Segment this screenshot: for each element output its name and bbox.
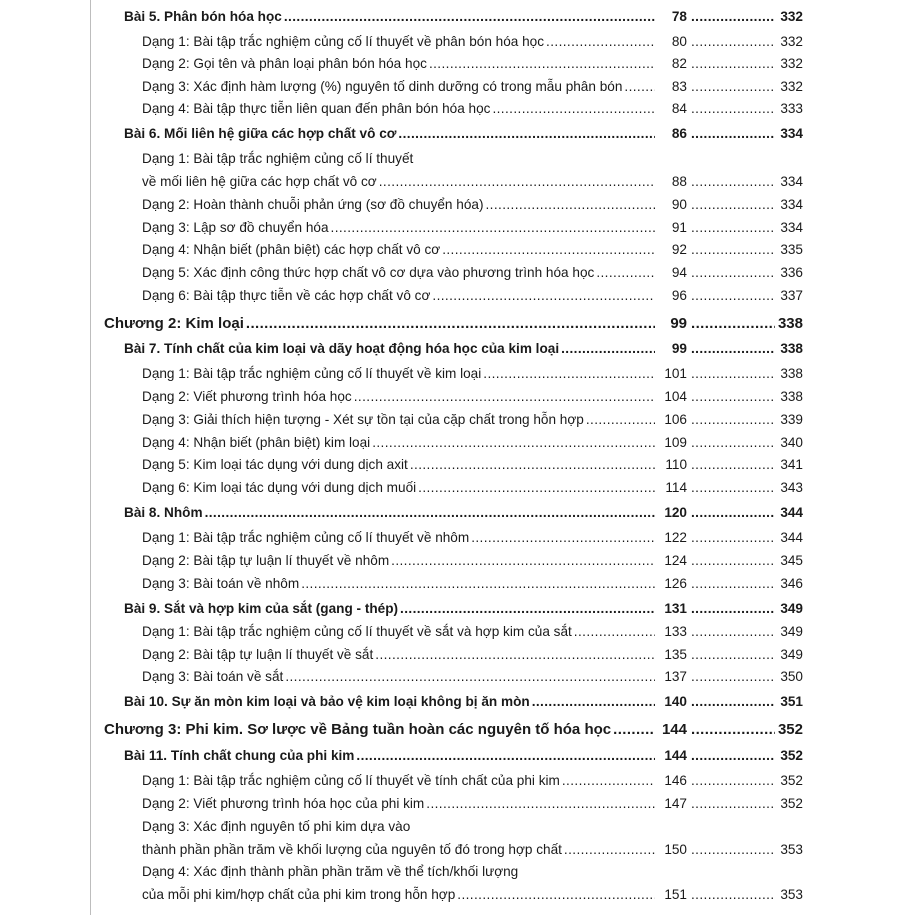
page-number-primary: 99 (670, 315, 687, 332)
toc-entry-title: Dạng 6: Bài tập thực tiễn về các hợp chất vô cơ (142, 288, 431, 303)
toc-entry-dang[interactable] (142, 172, 803, 192)
dot-leader (391, 551, 655, 571)
page-number-primary: 140 (664, 694, 687, 709)
toc-entry-title: Bài 11. Tính chất chung của phi kim (124, 748, 355, 763)
toc-entry-dang[interactable] (142, 77, 803, 97)
dot-leader (691, 528, 775, 548)
dot-leader (285, 667, 655, 687)
dot-leader (691, 410, 775, 430)
dot-leader (492, 99, 655, 119)
page-number-answer: 349 (780, 647, 803, 662)
page-number-primary: 80 (671, 34, 687, 49)
page-number-answer: 336 (780, 265, 803, 280)
page-number-answer: 352 (780, 796, 803, 811)
toc-entry-dang[interactable] (142, 551, 803, 571)
toc-entry-title: Dạng 1: Bài tập trắc nghiệm củng cố lí thuyết (142, 151, 414, 166)
page-number-primary: 82 (671, 56, 687, 71)
dot-leader (691, 54, 775, 74)
toc-entry-ch[interactable] (104, 314, 803, 334)
dot-leader (429, 54, 655, 74)
page-number-answer: 353 (780, 842, 803, 857)
page-number-primary: 96 (671, 288, 687, 303)
toc-entry-bai[interactable] (124, 599, 803, 619)
dot-leader (691, 599, 775, 619)
toc-entry-dang[interactable] (142, 574, 803, 594)
page-number-answer: 341 (780, 457, 803, 472)
dot-leader (301, 574, 655, 594)
dot-leader (691, 771, 775, 791)
toc-entry-title: Dạng 3: Lập sơ đồ chuyển hóa (142, 220, 329, 235)
toc-entry-dang[interactable] (142, 32, 803, 52)
page-number-answer: 339 (780, 412, 803, 427)
page-number-answer: 338 (780, 341, 803, 356)
dot-leader (205, 503, 655, 523)
page-number-primary: 78 (671, 9, 687, 24)
dot-leader (691, 7, 775, 27)
toc-entry-title: Dạng 1: Bài tập trắc nghiệm củng cố lí thuyết về sắt và hợp kim của sắt (142, 624, 572, 639)
dot-leader (532, 692, 655, 712)
dot-leader (691, 667, 775, 687)
page-number-answer: 332 (780, 79, 803, 94)
page-number-answer: 349 (780, 624, 803, 639)
dot-leader (691, 478, 775, 498)
dot-leader (691, 218, 775, 238)
toc-entry-title: Dạng 2: Hoàn thành chuỗi phản ứng (sơ đồ chuyển hóa) (142, 197, 484, 212)
dot-leader (457, 885, 655, 905)
toc-entry-dang[interactable] (142, 218, 803, 238)
page-number-answer: 338 (780, 389, 803, 404)
toc-entry-title: Dạng 1: Bài tập trắc nghiệm củng cố lí thuyết về phân bón hóa học (142, 34, 545, 49)
toc-entry-title: Bài 10. Sự ăn mòn kim loại và bảo vệ kim loại không bị ăn mòn (124, 694, 530, 709)
toc-entry-title: thành phần phần trăm về khối lượng của nguyên tố đó trong hợp chất (142, 842, 562, 857)
page-number-primary: 109 (664, 435, 687, 450)
toc-entry-dang[interactable] (142, 862, 803, 882)
page-number-primary: 99 (671, 341, 687, 356)
dot-leader (546, 32, 655, 52)
toc-entry-bai[interactable] (124, 7, 803, 27)
page-number-answer: 334 (780, 220, 803, 235)
toc-entry-dang[interactable] (142, 455, 803, 475)
page-number-primary: 144 (664, 748, 687, 763)
toc-entry-dang[interactable] (142, 263, 803, 283)
dot-leader (398, 124, 655, 144)
toc-entry-title: về mối liên hệ giữa các hợp chất vô cơ (142, 174, 377, 189)
dot-leader (691, 692, 775, 712)
page-number-primary: 86 (671, 126, 687, 141)
page-number-primary: 88 (671, 174, 687, 189)
dot-leader (284, 7, 655, 27)
page-number-primary: 144 (661, 721, 687, 738)
toc-entry-dang[interactable] (142, 667, 803, 687)
page-number-primary: 114 (665, 480, 687, 495)
toc-entry-title: Dạng 3: Xác định nguyên tố phi kim dựa vào (142, 819, 411, 834)
page-number-answer: 334 (780, 126, 803, 141)
dot-leader (691, 314, 775, 334)
page-number-answer: 338 (780, 366, 803, 381)
dot-leader (691, 885, 775, 905)
dot-leader (691, 77, 775, 97)
dot-leader (586, 410, 655, 430)
dot-leader (485, 195, 655, 215)
toc-entry-dang[interactable] (142, 771, 803, 791)
dot-leader (691, 339, 775, 359)
dot-leader (691, 455, 775, 475)
page-number-answer: 352 (780, 773, 803, 788)
toc-entry-bai[interactable] (124, 692, 803, 712)
toc-entry-bai[interactable] (124, 124, 803, 144)
dot-leader (691, 240, 775, 260)
toc-entry-dang[interactable] (142, 478, 803, 498)
toc-entry-title: Dạng 3: Giải thích hiện tượng - Xét sự tồn tại của cặp chất trong hỗn hợp (142, 412, 584, 427)
toc-entry-dang[interactable] (142, 240, 803, 260)
toc-entry-title: Dạng 3: Bài toán về nhôm (142, 576, 300, 591)
page-number-answer: 334 (780, 174, 803, 189)
toc-entry-title: Dạng 4: Nhận biết (phân biệt) kim loại (142, 435, 371, 450)
page-number-primary: 135 (664, 647, 687, 662)
toc-entry-dang[interactable] (142, 794, 803, 814)
page-number-answer: 332 (780, 56, 803, 71)
page-number-primary: 122 (664, 530, 687, 545)
dot-leader (596, 263, 655, 283)
dot-leader (331, 218, 655, 238)
dot-leader (691, 286, 775, 306)
dot-leader (564, 840, 655, 860)
dot-leader (354, 387, 655, 407)
toc-entry-dang[interactable] (142, 387, 803, 407)
dot-leader (691, 172, 775, 192)
dot-leader (356, 746, 655, 766)
toc-entry-title: Dạng 1: Bài tập trắc nghiệm củng cố lí thuyết về tính chất của phi kim (142, 773, 560, 788)
page-number-primary: 137 (664, 669, 687, 684)
dot-leader (379, 172, 655, 192)
dot-leader (691, 746, 775, 766)
page-number-primary: 120 (664, 505, 687, 520)
dot-leader (691, 263, 775, 283)
page-number-answer: 344 (780, 530, 803, 545)
page-number-answer: 350 (780, 669, 803, 684)
page-number-primary: 101 (664, 366, 687, 381)
page-number-primary: 146 (664, 773, 687, 788)
dot-leader (691, 574, 775, 594)
toc-entry-title: Bài 8. Nhôm (124, 505, 203, 520)
page-number-primary: 133 (664, 624, 687, 639)
dot-leader (561, 339, 655, 359)
dot-leader (246, 314, 655, 334)
page-number-primary: 91 (671, 220, 687, 235)
page-number-answer: 332 (780, 34, 803, 49)
dot-leader (375, 645, 655, 665)
toc-entry-dang[interactable] (142, 149, 803, 169)
toc-entry-title: Dạng 5: Xác định công thức hợp chất vô cơ dựa vào phương trình hóa học (142, 265, 595, 280)
toc-entry-bai[interactable] (124, 746, 803, 766)
toc-entry-dang[interactable] (142, 885, 803, 905)
dot-leader (691, 622, 775, 642)
page-number-primary: 150 (664, 842, 687, 857)
page-number-answer: 338 (777, 315, 803, 332)
toc-entry-bai[interactable] (124, 339, 803, 359)
toc-entry-dang[interactable] (142, 364, 803, 384)
dot-leader (432, 286, 655, 306)
toc-entry-title: Dạng 2: Viết phương trình hóa học của phi kim (142, 796, 425, 811)
toc-entry-title: Dạng 2: Bài tập tự luận lí thuyết về nhôm (142, 553, 390, 568)
toc-entry-dang[interactable] (142, 286, 803, 306)
page-number-primary: 104 (664, 389, 687, 404)
page-number-answer: 334 (780, 197, 803, 212)
dot-leader (442, 240, 655, 260)
page-number-primary: 106 (664, 412, 687, 427)
toc-entry-dang[interactable] (142, 645, 803, 665)
toc-entry-dang[interactable] (142, 817, 803, 837)
page-number-answer: 344 (780, 505, 803, 520)
toc-entry-title: Dạng 6: Kim loại tác dụng với dung dịch muối (142, 480, 417, 495)
toc-entry-title: Dạng 4: Xác định thành phần phần trăm về thể tích/khối lượng (142, 864, 519, 879)
toc-entry-title: Dạng 2: Gọi tên và phân loại phân bón hóa học (142, 56, 427, 71)
toc-entry-title: Dạng 2: Bài tập tự luận lí thuyết về sắt (142, 647, 374, 662)
page-number-primary: 124 (664, 553, 687, 568)
dot-leader (691, 99, 775, 119)
dot-leader (691, 433, 775, 453)
page-number-answer: 351 (780, 694, 803, 709)
toc-entry-dang[interactable] (142, 840, 803, 860)
toc-entry-title: Dạng 4: Nhận biết (phân biệt) các hợp chất vô cơ (142, 242, 441, 257)
dot-leader (410, 455, 655, 475)
toc-entry-dang[interactable] (142, 433, 803, 453)
dot-leader (691, 645, 775, 665)
toc-entry-title: Dạng 5: Kim loại tác dụng với dung dịch axit (142, 457, 408, 472)
page-number-primary: 90 (671, 197, 687, 212)
dot-leader (691, 364, 775, 384)
toc-entry-ch[interactable] (104, 720, 803, 740)
toc-entry-title: Bài 6. Mối liên hệ giữa các hợp chất vô cơ (124, 126, 397, 141)
toc-entry-dang[interactable] (142, 410, 803, 430)
toc-entry-dang[interactable] (142, 622, 803, 642)
page-number-primary: 92 (671, 242, 687, 257)
dot-leader (691, 840, 775, 860)
dot-leader (418, 478, 655, 498)
dot-leader (691, 720, 775, 740)
toc-entry-title: Bài 7. Tính chất của kim loại và dãy hoạt động hóa học của kim loại (124, 341, 560, 356)
page-number-primary: 151 (664, 887, 687, 902)
dot-leader (372, 433, 655, 453)
page-number-answer: 353 (780, 887, 803, 902)
page-number-primary: 131 (664, 601, 687, 616)
page-number-answer: 343 (780, 480, 803, 495)
dot-leader (613, 720, 655, 740)
page-number-primary: 147 (664, 796, 687, 811)
toc-entry-title: Bài 5. Phân bón hóa học (124, 9, 282, 24)
dot-leader (562, 771, 655, 791)
toc-entry-title: Dạng 1: Bài tập trắc nghiệm củng cố lí thuyết về kim loại (142, 366, 482, 381)
page-number-answer: 346 (780, 576, 803, 591)
page-number-primary: 94 (671, 265, 687, 280)
page-number-primary: 84 (671, 101, 687, 116)
dot-leader (400, 599, 655, 619)
dot-leader (691, 503, 775, 523)
toc-entry-title: Chương 2: Kim loại (104, 315, 244, 332)
dot-leader (426, 794, 655, 814)
page-number-answer: 352 (780, 748, 803, 763)
page-number-answer: 332 (780, 9, 803, 24)
page-number-answer: 340 (780, 435, 803, 450)
toc-entry-title: Dạng 3: Bài toán về sắt (142, 669, 284, 684)
page-number-primary: 83 (671, 79, 687, 94)
dot-leader (691, 794, 775, 814)
toc-entry-dang[interactable] (142, 99, 803, 119)
page-number-answer: 333 (780, 101, 803, 116)
page-number-primary: 110 (665, 457, 687, 472)
toc-entry-title: Dạng 3: Xác định hàm lượng (%) nguyên tố dinh dưỡng có trong mẫu phân bón (142, 79, 623, 94)
toc-entry-title: Dạng 4: Bài tập thực tiễn liên quan đến phân bón hóa học (142, 101, 491, 116)
toc-entry-title: của mỗi phi kim/hợp chất của phi kim trong hỗn hợp (142, 887, 456, 902)
page-number-answer: 345 (780, 553, 803, 568)
toc-entry-title: Dạng 1: Bài tập trắc nghiệm củng cố lí thuyết về nhôm (142, 530, 470, 545)
dot-leader (691, 387, 775, 407)
page-number-answer: 335 (780, 242, 803, 257)
dot-leader (624, 77, 655, 97)
dot-leader (691, 32, 775, 52)
page-number-answer: 349 (780, 601, 803, 616)
toc-entry-dang[interactable] (142, 528, 803, 548)
toc-entry-bai[interactable] (124, 503, 803, 523)
dot-leader (483, 364, 655, 384)
toc-entry-dang[interactable] (142, 195, 803, 215)
dot-leader (691, 124, 775, 144)
page-number-answer: 352 (777, 721, 803, 738)
toc-entry-dang[interactable] (142, 54, 803, 74)
dot-leader (691, 195, 775, 215)
dot-leader (574, 622, 655, 642)
dot-leader (691, 551, 775, 571)
toc-entry-title: Dạng 2: Viết phương trình hóa học (142, 389, 352, 404)
dot-leader (471, 528, 655, 548)
page-number-primary: 126 (664, 576, 687, 591)
toc-entry-title: Chương 3: Phi kim. Sơ lược về Bảng tuần hoàn các nguyên tố hóa học (104, 721, 612, 738)
page-number-answer: 337 (780, 288, 803, 303)
toc-entry-title: Bài 9. Sắt và hợp kim của sắt (gang - thép) (124, 601, 399, 616)
